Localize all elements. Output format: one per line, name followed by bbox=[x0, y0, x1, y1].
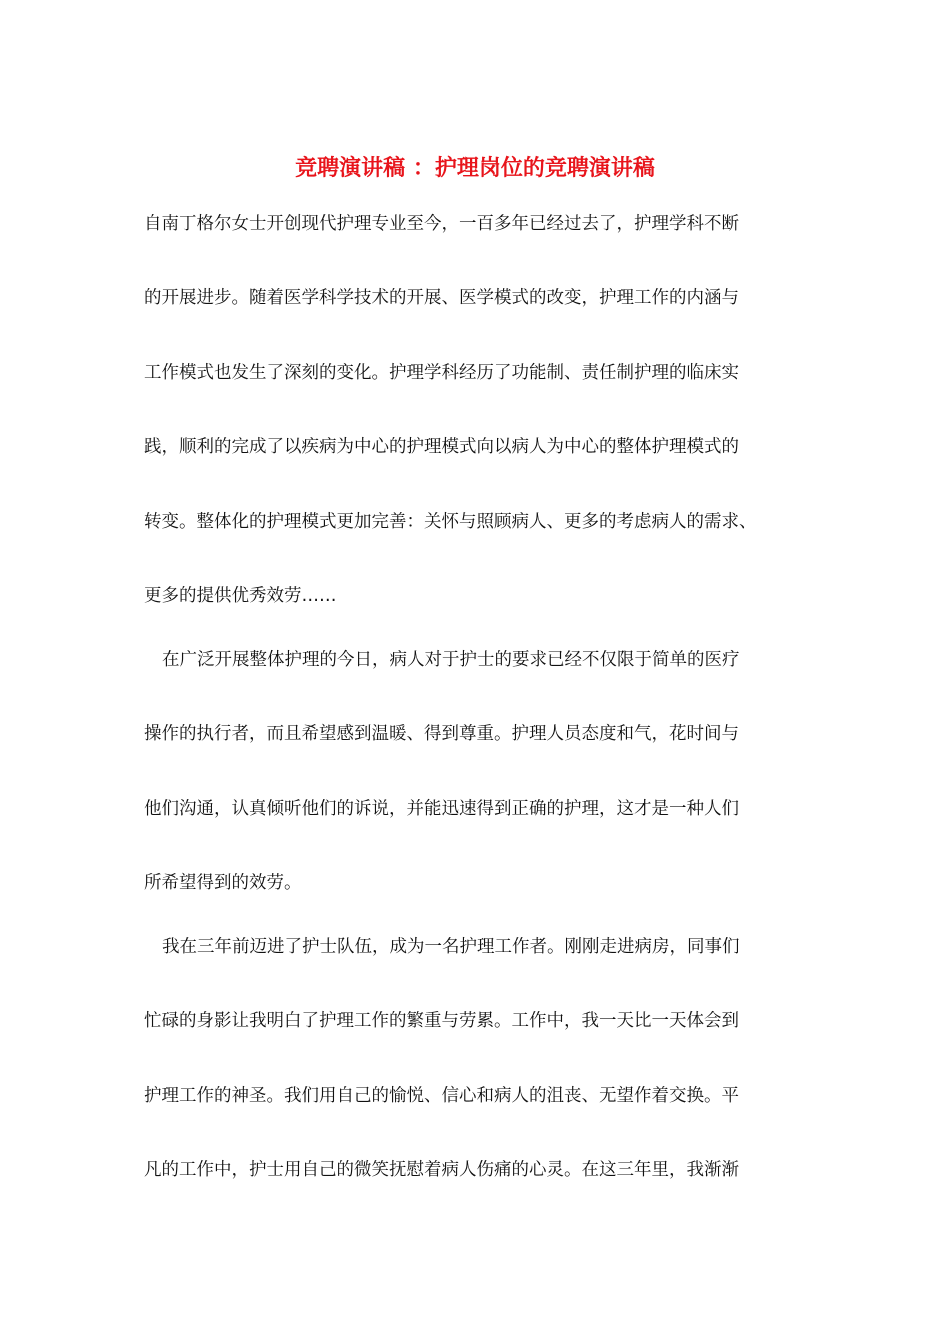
text-line: 的开展进步。随着医学科学技术的开展、医学模式的改变，护理工作的内涵与 bbox=[144, 288, 739, 308]
text-line: 忙碌的身影让我明白了护理工作的繁重与劳累。工作中，我一天比一天体会到 bbox=[144, 1011, 739, 1031]
text-line: 践，顺利的完成了以疾病为中心的护理模式向以病人为中心的整体护理模式的 bbox=[144, 437, 739, 457]
text-line: 自南丁格尔女士开创现代护理专业至今，一百多年已经过去了，护理学科不断 bbox=[144, 214, 739, 234]
text-line: 我在三年前迈进了护士队伍，成为一名护理工作者。刚刚走进病房，同事们 bbox=[162, 937, 740, 957]
text-line: 所希望得到的效劳。 bbox=[144, 873, 302, 893]
text-line: 护理工作的神圣。我们用自己的愉悦、信心和病人的沮丧、无望作着交换。平 bbox=[144, 1086, 739, 1106]
text-line: 凡的工作中，护士用自己的微笑抚慰着病人伤痛的心灵。在这三年里，我渐渐 bbox=[144, 1160, 739, 1180]
document-title: 竞聘演讲稿 ：护理岗位的竞聘演讲稿 bbox=[295, 155, 655, 181]
text-line: 在广泛开展整体护理的今日，病人对于护士的要求已经不仅限于简单的医疗 bbox=[162, 650, 740, 670]
text-line: 他们沟通，认真倾听他们的诉说，并能迅速得到正确的护理，这才是一种人们 bbox=[144, 799, 739, 819]
text-line: 工作模式也发生了深刻的变化。护理学科经历了功能制、责任制护理的临床实 bbox=[144, 363, 739, 383]
text-line: 更多的提供优秀效劳…… bbox=[144, 586, 337, 606]
text-line: 操作的执行者，而且希望感到温暖、得到尊重。护理人员态度和气，花时间与 bbox=[144, 724, 739, 744]
text-line: 转变。整体化的护理模式更加完善：关怀与照顾病人、更多的考虑病人的需求、 bbox=[144, 512, 757, 532]
